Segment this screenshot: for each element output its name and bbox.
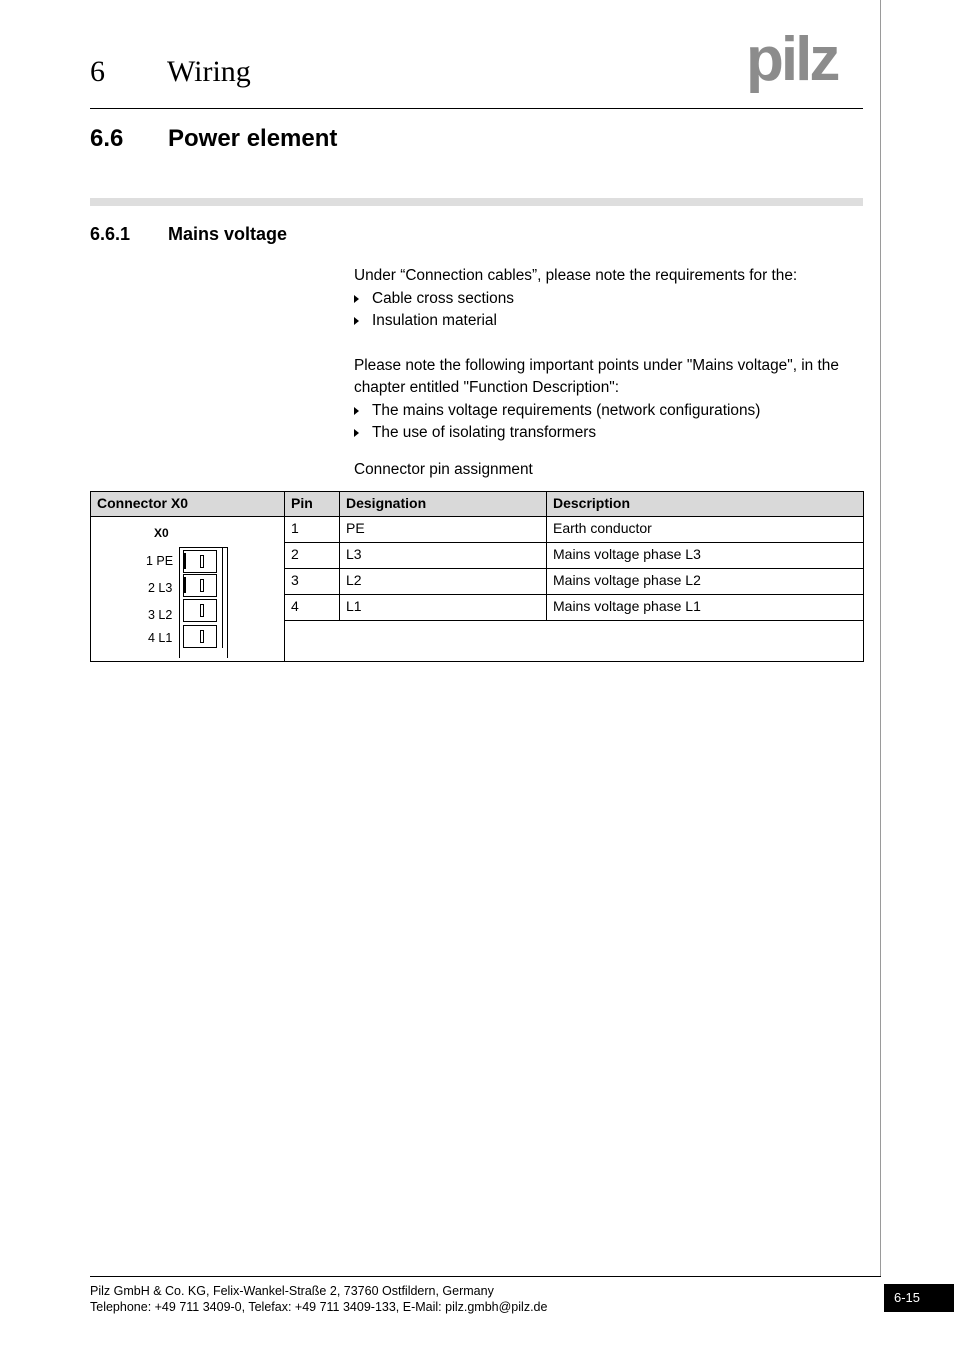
connector-pin-label: 2 L3 xyxy=(148,581,173,595)
bullet-triangle-icon xyxy=(354,429,359,437)
section-title: Power element xyxy=(168,125,338,152)
empty-cell xyxy=(285,621,864,662)
note-text-line-1: Please note the following important points under "Mains voltage", in the xyxy=(354,357,839,374)
bullet-triangle-icon xyxy=(354,317,359,325)
description-cell: Mains voltage phase L1 xyxy=(547,595,864,621)
pin-cell: 2 xyxy=(285,543,340,569)
description-cell: Earth conductor xyxy=(547,517,864,543)
chapter-number: 6 xyxy=(90,55,105,88)
designation-cell: L3 xyxy=(340,543,547,569)
connector-pin-label: 1 PE xyxy=(146,554,174,568)
connector-label: X0 xyxy=(154,526,169,540)
pilz-logo-text: pilz xyxy=(746,28,838,94)
chapter-title: Wiring xyxy=(167,55,251,88)
page-number: 6-15 xyxy=(884,1284,954,1312)
section-number: 6.6 xyxy=(90,125,124,152)
table-row xyxy=(91,517,864,543)
header-description: Description xyxy=(547,492,864,517)
description-cell: Mains voltage phase L2 xyxy=(547,569,864,595)
connector-diagram-cell xyxy=(91,517,285,662)
header-designation: Designation xyxy=(340,492,547,517)
list-item-text: The use of isolating transformers xyxy=(372,424,597,441)
pin-cell: 4 xyxy=(285,595,340,621)
list-item-text: The mains voltage requirements (network configurations) xyxy=(372,402,761,419)
header-rule xyxy=(90,108,863,109)
bullet-triangle-icon xyxy=(354,295,359,303)
list-item-text: Insulation material xyxy=(372,312,497,329)
table-caption: Connector pin assignment xyxy=(354,461,533,478)
pin-cell: 1 xyxy=(285,517,340,543)
header-pin: Pin xyxy=(285,492,340,517)
connector-housing xyxy=(180,548,228,659)
right-margin-rule xyxy=(880,0,881,1276)
note-text-line-2: chapter entitled "Function Description": xyxy=(354,379,620,396)
connector-pin-label: 4 L1 xyxy=(148,631,173,645)
connector-pin-table xyxy=(90,491,864,662)
footer-rule xyxy=(90,1276,881,1277)
list-item-text: Cable cross sections xyxy=(372,290,514,307)
subsection-number: 6.6.1 xyxy=(90,224,131,244)
designation-cell: L1 xyxy=(340,595,547,621)
bullet-triangle-icon xyxy=(354,407,359,415)
subsection-title: Mains voltage xyxy=(168,224,288,244)
description-cell: Mains voltage phase L3 xyxy=(547,543,864,569)
footer-line-2: Telephone: +49 711 3409-0, Telefax: +49 711 3409-133, E-Mail: pilz.gmbh@pilz.de xyxy=(90,1300,548,1314)
connector-pin-label: 3 L2 xyxy=(148,608,173,622)
footer-address xyxy=(90,1283,547,1315)
pilz-logo xyxy=(746,28,866,96)
footer-line-1: Pilz GmbH & Co. KG, Felix-Wankel-Straße 2, 73760 Ostfildern, Germany xyxy=(90,1284,494,1298)
designation-cell: PE xyxy=(340,517,547,543)
section-divider-bar xyxy=(90,198,863,206)
pin-cell: 3 xyxy=(285,569,340,595)
table-header-row xyxy=(91,492,864,517)
connector-x0-diagram xyxy=(91,517,284,658)
header-connector: Connector X0 xyxy=(91,492,285,517)
designation-cell: L2 xyxy=(340,569,547,595)
intro-text: Under “Connection cables”, please note the requirements for the: xyxy=(354,267,798,284)
